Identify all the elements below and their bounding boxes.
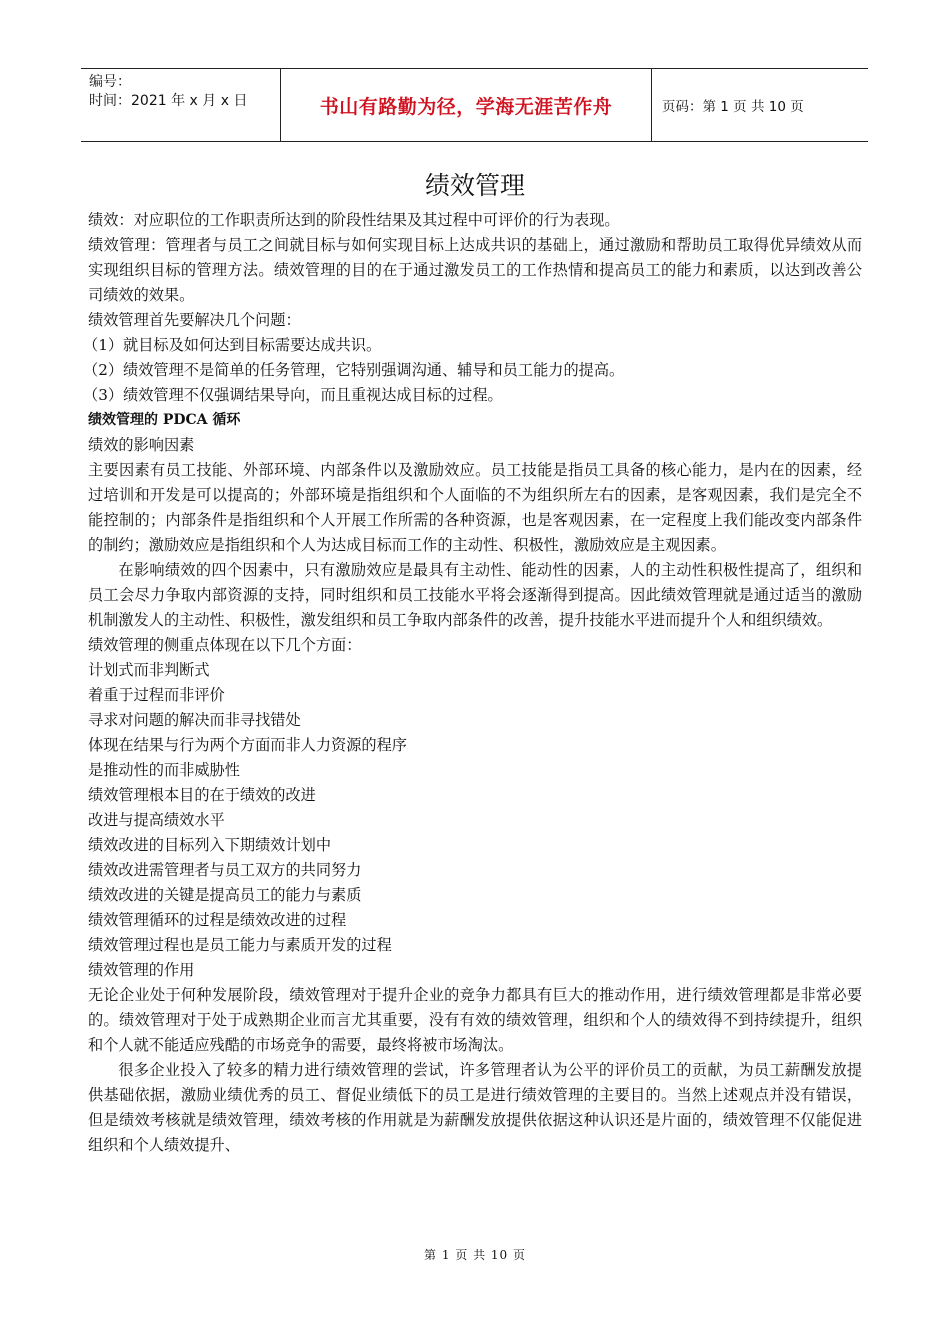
paragraph: 绩效管理的作用	[88, 961, 195, 979]
header-motto: 书山有路勤为径，学海无涯苦作舟	[319, 95, 613, 118]
document-date-label: 时间：2021 年 x 月 x 日	[89, 93, 248, 109]
document-body	[83, 208, 862, 1158]
paragraph: 很多企业投入了较多的精力进行绩效管理的尝试，许多管理者认为公平的评价员工的贡献，为员工薪酬发放提供基础依据，激励业绩优秀的员工、督促业绩低下的员工是进行绩效管理的主要目的。当然上述观点并没有错误，但是绩效考核就是绩效管理，绩效考核的作用就是为薪酬发放提供依据这种认识还是片面的，绩效管理不仅能促进组织和个人绩效提升、	[88, 1061, 862, 1154]
list-item: 绩效改进的关键是提高员工的能力与素质	[88, 886, 362, 904]
header-motto-cell	[281, 69, 652, 141]
paragraph: 无论企业处于何种发展阶段，绩效管理对于提升企业的竞争力都具有巨大的推动作用，进行绩效管理都是非常必要的。绩效管理对于处于成熟期企业而言尤其重要，没有有效的绩效管理，组织和个人的绩效得不到持续提升，组织和个人就不能适应残酷的市场竞争的需要，最终将被市场淘汰。	[88, 986, 862, 1054]
list-item: （1）就目标及如何达到目标需要达成共识。	[83, 336, 382, 354]
list-item: 是推动性的而非威胁性	[88, 761, 240, 779]
document-number-label: 编号：	[89, 74, 131, 90]
page-footer: 第 1 页 共 10 页	[424, 1248, 526, 1262]
paragraph: 绩效的影响因素	[88, 436, 195, 454]
list-item: （3）绩效管理不仅强调结果导向，而且重视达成目标的过程。	[83, 386, 503, 404]
list-item: 着重于过程而非评价	[88, 686, 225, 704]
header-page-label: 页码：第 1 页 共 10 页	[662, 99, 804, 115]
document-title: 绩效管理	[424, 171, 525, 200]
list-item: （2）绩效管理不是简单的任务管理，它特别强调沟通、辅导和员工能力的提高。	[83, 361, 625, 379]
paragraph: 主要因素有员工技能、外部环境、内部条件以及激励效应。员工技能是指员工具备的核心能力，是内在的因素，经过培训和开发是可以提高的；外部环境是指组织和个人面临的不为组织所左右的因素，是客观因素，我们是完全不能控制的；内部条件是指组织和个人开展工作所需的各种资源，也是客观因素，在一定程度上我们能改变内部条件的制约；激励效应是指组织和个人为达成目标而工作的主动性、积极性，激励效应是主观因素。	[88, 461, 862, 554]
list-item: 计划式而非判断式	[88, 661, 210, 679]
header-meta	[81, 69, 281, 141]
list-item: 绩效管理根本目的在于绩效的改进	[88, 786, 316, 804]
paragraph: 绩效管理的侧重点体现在以下几个方面：	[88, 636, 362, 654]
paragraph: 绩效管理：管理者与员工之间就目标与如何实现目标上达成共识的基础上，通过激励和帮助员工取得优异绩效从而实现组织目标的管理方法。绩效管理的目的在于通过激发员工的工作热情和提高员工的能力和素质，以达到改善公司绩效的效果。	[88, 236, 862, 304]
list-item: 绩效改进的目标列入下期绩效计划中	[88, 836, 331, 854]
paragraph: 在影响绩效的四个因素中，只有激励效应是最具有主动性、能动性的因素，人的主动性积极性提高了，组织和员工会尽力争取内部资源的支持，同时组织和员工技能水平将会逐渐得到提高。因此绩效管理就是通过适当的激励机制激发人的主动性、积极性，激发组织和员工争取内部条件的改善，提升技能水平进而提升个人和组织绩效。	[88, 561, 862, 629]
list-item: 绩效管理循环的过程是绩效改进的过程	[88, 911, 347, 929]
list-item: 改进与提高绩效水平	[88, 811, 225, 829]
paragraph: 绩效管理首先要解决几个问题：	[88, 311, 301, 329]
page-header	[81, 68, 868, 142]
list-item: 绩效改进需管理者与员工双方的共同努力	[88, 861, 362, 879]
list-item: 寻求对问题的解决而非寻找错处	[88, 711, 301, 729]
section-heading: 绩效管理的 PDCA 循环	[88, 412, 241, 428]
list-item: 绩效管理过程也是员工能力与素质开发的过程	[88, 936, 392, 954]
header-page-cell	[652, 69, 868, 141]
list-item: 体现在结果与行为两个方面而非人力资源的程序	[88, 736, 407, 754]
paragraph: 绩效：对应职位的工作职责所达到的阶段性结果及其过程中可评价的行为表现。	[88, 211, 620, 229]
